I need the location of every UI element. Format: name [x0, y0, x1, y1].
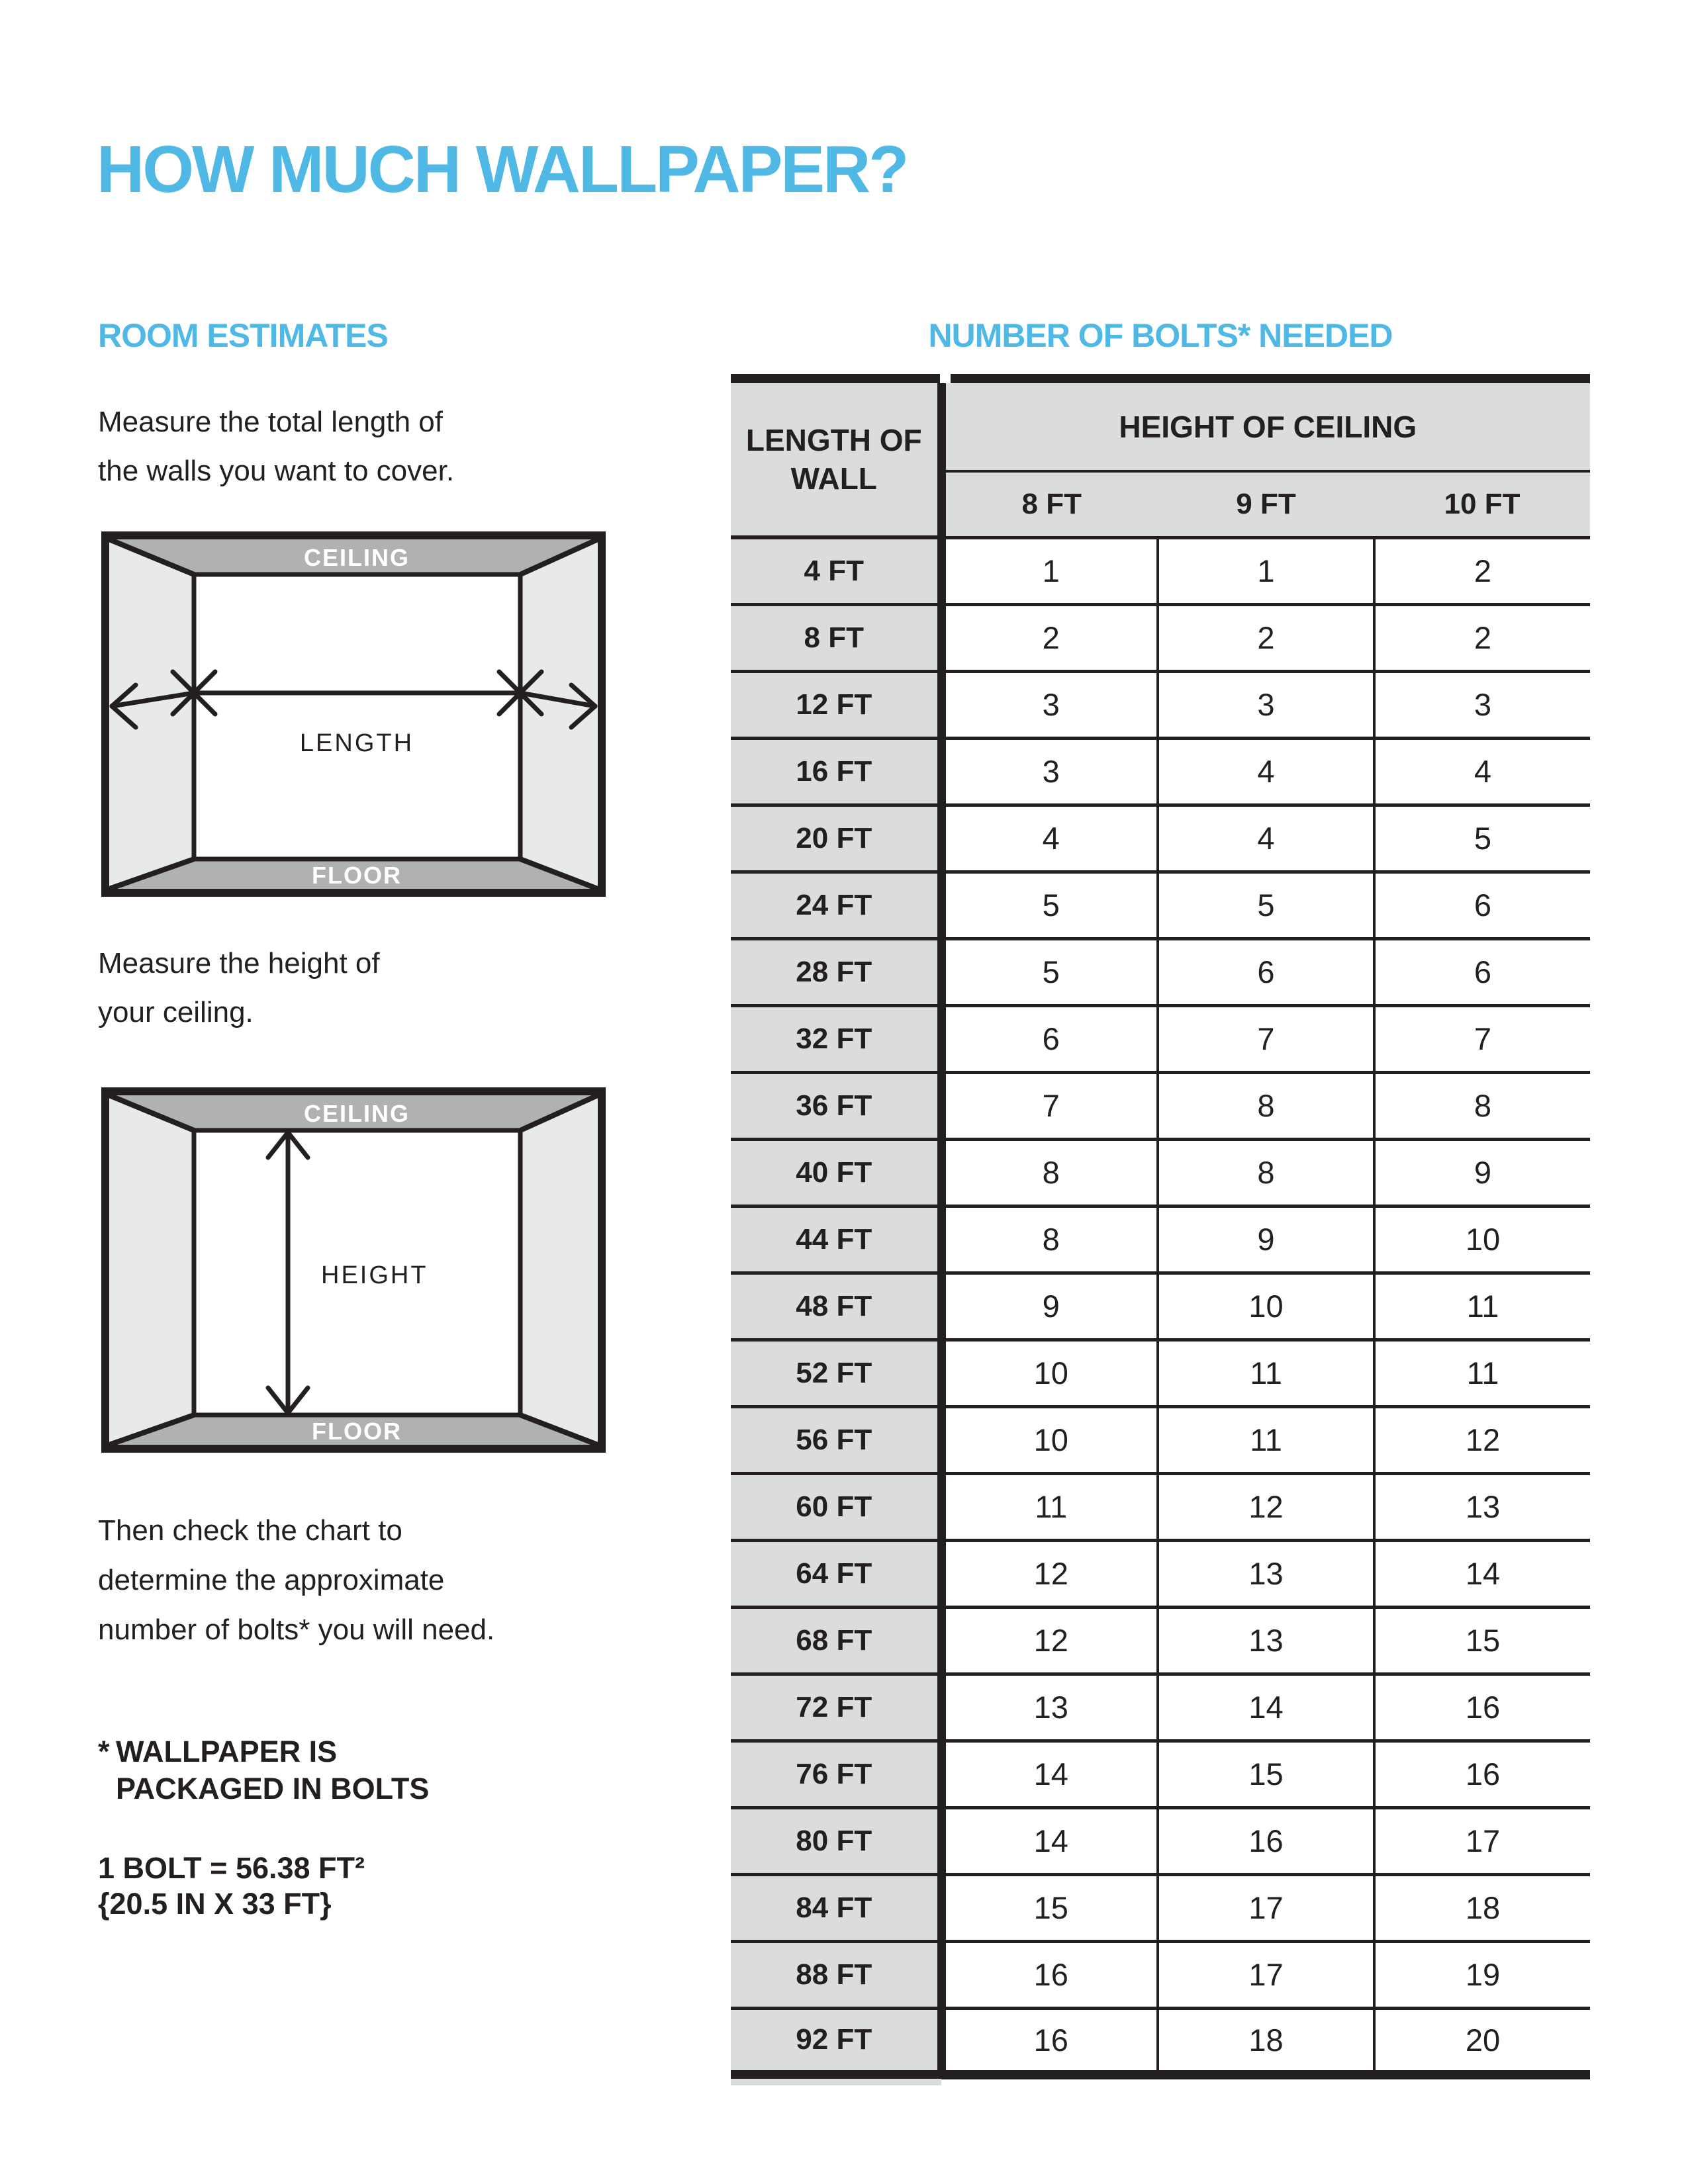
length-cell: 28 FT: [731, 938, 941, 1005]
left-wall-surface: [109, 1095, 194, 1445]
bolt-equation: 1 BOLT = 56.38 FT²: [98, 1851, 365, 1885]
bolts-cell: 11: [1374, 1340, 1590, 1406]
height-8ft-header: 8 FT: [941, 471, 1158, 537]
bolts-cell: 5: [1158, 872, 1374, 938]
bolts-cell: 19: [1374, 1941, 1590, 2008]
length-cell: 20 FT: [731, 805, 941, 872]
height-room-diagram: [101, 1087, 606, 1453]
bolts-cell: 3: [1158, 671, 1374, 738]
length-cell: 36 FT: [731, 1072, 941, 1139]
step2-instruction: [98, 939, 380, 1037]
right-wall-surface: [520, 1095, 598, 1445]
bolts-cell: 7: [1158, 1005, 1374, 1072]
step1-line1: Measure the total length of: [98, 406, 443, 438]
bolts-cell: 5: [941, 872, 1158, 938]
table-row: [731, 1340, 1590, 1406]
table-row: [731, 1607, 1590, 1674]
length-room-diagram: [101, 531, 606, 897]
table-row: [731, 604, 1590, 671]
table-row: [731, 1206, 1590, 1273]
back-wall: [194, 574, 520, 859]
bolts-cell: 12: [1374, 1406, 1590, 1473]
height-9ft-header: 9 FT: [1158, 471, 1374, 537]
bolts-cell: 11: [941, 1473, 1158, 1540]
ceiling-label: CEILING: [303, 544, 410, 571]
bolts-cell: 4: [941, 805, 1158, 872]
bolts-cell: 10: [1374, 1206, 1590, 1273]
length-cell: 92 FT: [731, 2008, 941, 2075]
bolts-cell: 12: [941, 1607, 1158, 1674]
bolts-cell: 16: [1158, 1807, 1374, 1874]
length-cell: 72 FT: [731, 1674, 941, 1741]
table-row: [731, 1005, 1590, 1072]
table-row: [731, 1874, 1590, 1941]
bolts-cell: 6: [1158, 938, 1374, 1005]
asterisk-marker: *: [98, 1735, 110, 1768]
bolts-cell: 2: [1158, 604, 1374, 671]
bolts-cell: 18: [1158, 2008, 1374, 2075]
bolts-cell: 8: [941, 1139, 1158, 1206]
bolts-cell: 4: [1158, 805, 1374, 872]
bolts-cell: 14: [941, 1741, 1158, 1807]
footnote-line1-text: WALLPAPER IS: [116, 1735, 338, 1768]
bolts-cell: 10: [1158, 1273, 1374, 1340]
bolts-cell: 7: [941, 1072, 1158, 1139]
floor-label: FLOOR: [312, 862, 402, 889]
table-row: [731, 872, 1590, 938]
table-row: [731, 805, 1590, 872]
bolts-cell: 15: [941, 1874, 1158, 1941]
length-cell: 8 FT: [731, 604, 941, 671]
bolts-cell: 15: [1374, 1607, 1590, 1674]
step3-line3: number of bolts* you will need.: [98, 1614, 495, 1646]
bolts-cell: 16: [1374, 1741, 1590, 1807]
length-cell: 64 FT: [731, 1540, 941, 1607]
bolts-table-container: [731, 374, 1590, 2079]
bolts-cell: 10: [941, 1406, 1158, 1473]
bolts-cell: 6: [1374, 938, 1590, 1005]
step3-line1: Then check the chart to: [98, 1514, 402, 1547]
table-row: [731, 537, 1590, 604]
length-cell: 56 FT: [731, 1406, 941, 1473]
length-cell: 48 FT: [731, 1273, 941, 1340]
table-row: [731, 1540, 1590, 1607]
bolts-cell: 9: [941, 1273, 1158, 1340]
bolts-cell: 17: [1158, 1874, 1374, 1941]
length-cell: 88 FT: [731, 1941, 941, 2008]
bolts-footnote: [98, 1733, 429, 1807]
length-cell: 76 FT: [731, 1741, 941, 1807]
bolts-cell: 9: [1158, 1206, 1374, 1273]
length-cell: 4 FT: [731, 537, 941, 604]
label-column-bottom-sliver: [731, 2079, 941, 2085]
table-row: [731, 671, 1590, 738]
bolts-cell: 14: [1374, 1540, 1590, 1607]
bolts-cell: 6: [1374, 872, 1590, 938]
bolts-cell: 10: [941, 1340, 1158, 1406]
bolts-cell: 3: [941, 671, 1158, 738]
footnote-line1: [98, 1733, 429, 1770]
bolts-cell: 9: [1374, 1139, 1590, 1206]
bolts-cell: 3: [1374, 671, 1590, 738]
bolts-cell: 11: [1158, 1340, 1374, 1406]
bolts-cell: 8: [1158, 1072, 1374, 1139]
bolts-cell: 5: [941, 938, 1158, 1005]
length-cell: 52 FT: [731, 1340, 941, 1406]
bolts-cell: 12: [941, 1540, 1158, 1607]
table-row: [731, 1741, 1590, 1807]
bolt-dimensions: {20.5 IN X 33 FT}: [98, 1887, 332, 1921]
height-of-ceiling-header: HEIGHT OF CEILING: [941, 379, 1590, 471]
bolts-cell: 14: [1158, 1674, 1374, 1741]
length-dimension-label: LENGTH: [299, 729, 414, 757]
bolts-cell: 11: [1374, 1273, 1590, 1340]
bolts-cell: 1: [1158, 537, 1374, 604]
step2-line2: your ceiling.: [98, 996, 254, 1028]
bolts-needed-heading: NUMBER OF BOLTS* NEEDED: [928, 317, 1393, 354]
length-of-wall-header: LENGTH OF WALL: [731, 379, 941, 537]
step1-instruction: [98, 398, 454, 496]
bolt-size-info: [98, 1850, 365, 1922]
table-row: [731, 1273, 1590, 1340]
table-header-row-1: [731, 379, 1590, 471]
bolts-cell: 11: [1158, 1406, 1374, 1473]
table-row: [731, 1807, 1590, 1874]
bolts-cell: 4: [1374, 738, 1590, 805]
floor-label: FLOOR: [312, 1418, 402, 1445]
length-cell: 32 FT: [731, 1005, 941, 1072]
bolts-cell: 12: [1158, 1473, 1374, 1540]
table-row: [731, 2008, 1590, 2075]
bolts-cell: 4: [1158, 738, 1374, 805]
table-row: [731, 1406, 1590, 1473]
length-cell: 84 FT: [731, 1874, 941, 1941]
bolts-cell: 20: [1374, 2008, 1590, 2075]
bolts-cell: 16: [941, 1941, 1158, 2008]
bolts-cell: 18: [1374, 1874, 1590, 1941]
bolts-cell: 2: [1374, 537, 1590, 604]
bolts-table: [731, 374, 1590, 2079]
bolts-cell: 8: [1374, 1072, 1590, 1139]
height-dimension-label: HEIGHT: [321, 1261, 428, 1289]
bolts-cell: 7: [1374, 1005, 1590, 1072]
length-cell: 44 FT: [731, 1206, 941, 1273]
bolts-cell: 14: [941, 1807, 1158, 1874]
bolts-cell: 8: [941, 1206, 1158, 1273]
table-row: [731, 1139, 1590, 1206]
table-row: [731, 1473, 1590, 1540]
step1-line2: the walls you want to cover.: [98, 455, 455, 487]
length-cell: 16 FT: [731, 738, 941, 805]
table-row: [731, 938, 1590, 1005]
bolts-cell: 3: [941, 738, 1158, 805]
table-row: [731, 1674, 1590, 1741]
room-estimates-heading: ROOM ESTIMATES: [98, 317, 388, 354]
bolts-cell: 15: [1158, 1741, 1374, 1807]
footnote-line2: PACKAGED IN BOLTS: [116, 1772, 430, 1805]
bolts-cell: 16: [1374, 1674, 1590, 1741]
bolts-cell: 13: [1374, 1473, 1590, 1540]
bolts-cell: 2: [1374, 604, 1590, 671]
step3-line2: determine the approximate: [98, 1564, 445, 1596]
bolts-cell: 17: [1158, 1941, 1374, 2008]
table-row: [731, 1072, 1590, 1139]
bolts-cell: 8: [1158, 1139, 1374, 1206]
length-cell: 80 FT: [731, 1807, 941, 1874]
table-row: [731, 738, 1590, 805]
bolts-cell: 17: [1374, 1807, 1590, 1874]
bolts-cell: 5: [1374, 805, 1590, 872]
bolts-cell: 13: [941, 1674, 1158, 1741]
length-cell: 60 FT: [731, 1473, 941, 1540]
page-title: HOW MUCH WALLPAPER?: [97, 132, 908, 206]
top-border-gap: [940, 374, 951, 383]
length-cell: 24 FT: [731, 872, 941, 938]
bolts-cell: 2: [941, 604, 1158, 671]
step3-instruction: [98, 1506, 494, 1655]
table-row: [731, 1941, 1590, 2008]
length-cell: 12 FT: [731, 671, 941, 738]
bolts-cell: 1: [941, 537, 1158, 604]
bolts-cell: 6: [941, 1005, 1158, 1072]
height-10ft-header: 10 FT: [1374, 471, 1590, 537]
bolts-cell: 16: [941, 2008, 1158, 2075]
length-cell: 40 FT: [731, 1139, 941, 1206]
bolts-cell: 13: [1158, 1540, 1374, 1607]
ceiling-label: CEILING: [303, 1100, 410, 1127]
length-cell: 68 FT: [731, 1607, 941, 1674]
bolts-cell: 13: [1158, 1607, 1374, 1674]
step2-line1: Measure the height of: [98, 947, 380, 979]
